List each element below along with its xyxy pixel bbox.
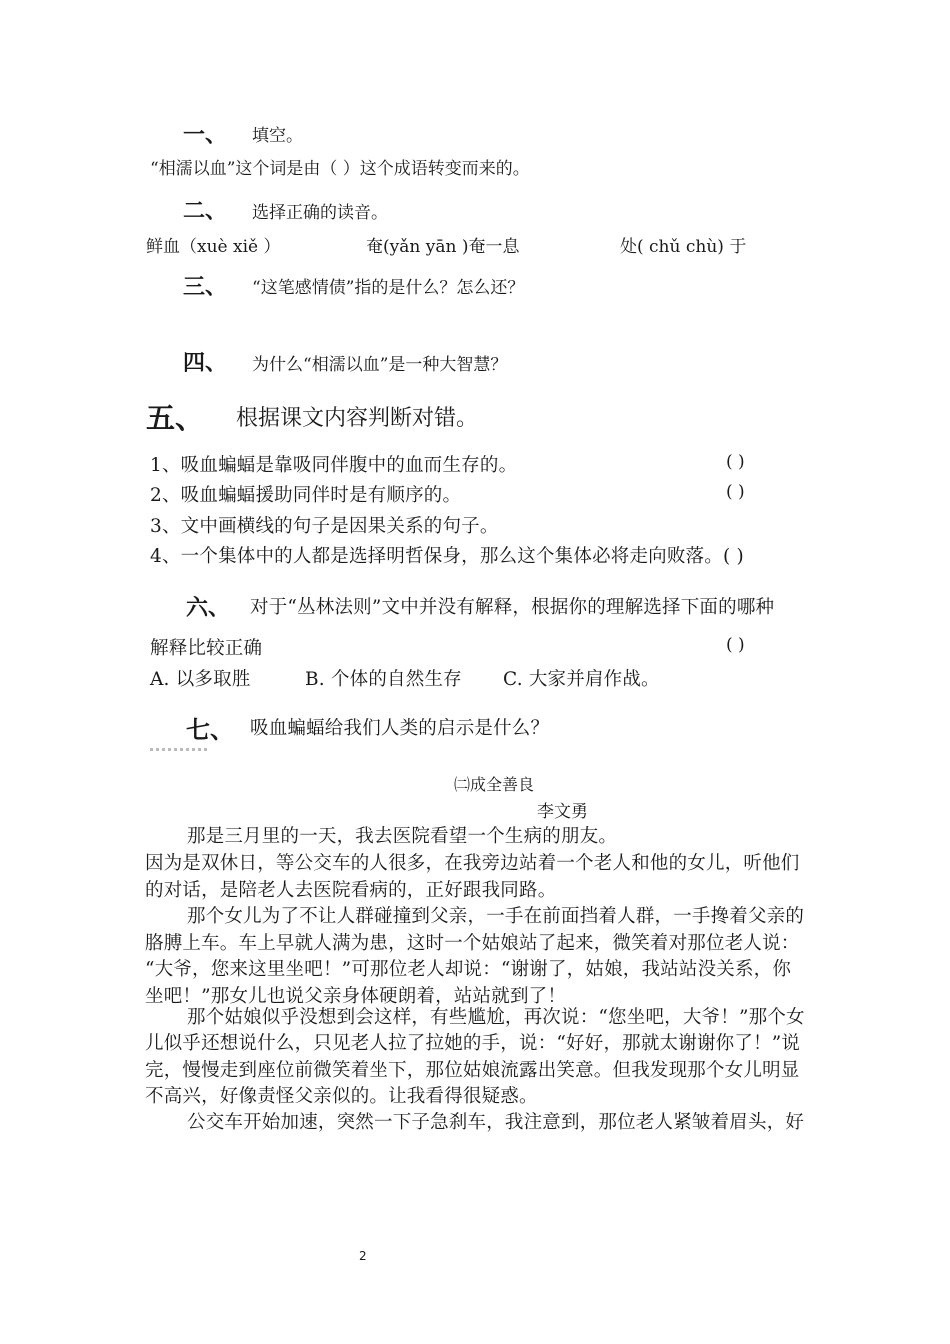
q1-fill-line: “相濡以血”这个词是由（ ）这个成语转变而来的。 xyxy=(150,159,530,179)
passage-line: 那是三月里的一天，我去医院看望一个生病的朋友。 xyxy=(187,826,618,847)
q2-title: 选择正确的读音。 xyxy=(252,203,388,223)
q5-answer-1[interactable]: ( ) xyxy=(726,452,745,472)
passage-line: 完，慢慢走到座位前微笑着坐下，那位姑娘流露出笑意。但我发现那个女儿明显 xyxy=(145,1060,800,1081)
q2-item-chuyu: 处( chǔ chù) 于 xyxy=(620,237,747,257)
passage-line: 儿似乎还想说什么，只见老人拉了拉她的手，说：“好好，那就太谢谢你了！”说 xyxy=(145,1033,801,1054)
q5-title: 根据课文内容判断对错。 xyxy=(236,406,479,431)
q6-title-cont: 解释比较正确 xyxy=(150,638,263,659)
scan-smudge xyxy=(150,748,210,751)
passage-line: 坐吧！”那女儿也说父亲身体硬朗着，站站就到了！ xyxy=(145,986,567,1007)
q6-option-a: A. 以多取胜 xyxy=(150,669,251,690)
q7-title: 吸血蝙蝠给我们人类的启示是什么？ xyxy=(250,718,550,739)
q3-title: “这笔感情债”指的是什么？怎么还？ xyxy=(252,278,525,298)
q7-number: 七、 xyxy=(186,716,234,744)
q1-title: 填空。 xyxy=(252,126,303,146)
q4-title: 为什么“相濡以血”是一种大智慧？ xyxy=(252,355,508,375)
passage-title: ㈡成全善良 xyxy=(454,775,535,794)
q5-answer-2[interactable]: ( ) xyxy=(726,482,745,502)
q1-number: 一、 xyxy=(183,123,228,148)
q5-item-2: 2、吸血蝙蝠援助同伴时是有顺序的。 xyxy=(150,485,462,506)
q2-item-yanyanyixi: 奄(yǎn yān )奄一息 xyxy=(366,237,520,257)
passage-line: 公交车开始加速，突然一下子急刹车，我注意到，那位老人紧皱着眉头，好 xyxy=(187,1112,805,1133)
q5-item-3: 3、文中画横线的句子是因果关系的句子。 xyxy=(150,516,499,537)
q6-title: 对于“丛林法则”文中并没有解释，根据你的理解选择下面的哪种 xyxy=(250,597,775,618)
passage-author: 李文勇 xyxy=(537,802,588,822)
q6-number: 六、 xyxy=(186,596,231,621)
q6-option-c: C. 大家并肩作战。 xyxy=(503,669,660,690)
passage-line: 不高兴，好像责怪父亲似的。让我看得很疑惑。 xyxy=(145,1086,538,1107)
q5-item-1: 1、吸血蝙蝠是靠吸同伴腹中的血而生存的。 xyxy=(150,455,518,476)
passage-line: “大爷，您来这里坐吧！”可那位老人却说：“谢谢了，姑娘，我站站没关系，你 xyxy=(145,959,792,980)
passage-line: 的对话，是陪老人去医院看病的，正好跟我同路。 xyxy=(145,880,557,901)
q2-number: 二、 xyxy=(183,199,228,224)
passage-line: 胳膊上车。车上早就人满为患，这时一个姑娘站了起来，微笑着对那位老人说： xyxy=(145,933,800,954)
q6-answer[interactable]: ( ) xyxy=(726,635,745,655)
passage-line: 因为是双休日，等公交车的人很多，在我旁边站着一个老人和他的女儿，听他们 xyxy=(145,853,800,874)
q5-item-4: 4、一个集体中的人都是选择明哲保身，那么这个集体必将走向败落。( ) xyxy=(150,546,744,567)
q3-number: 三、 xyxy=(183,275,228,300)
q6-option-b: B. 个体的自然生存 xyxy=(305,669,462,690)
passage-line: 那个姑娘似乎没想到会这样，有些尴尬，再次说：“您坐吧，大爷！”那个女 xyxy=(187,1007,805,1028)
page-number: 2 xyxy=(359,1249,367,1263)
passage-line: 那个女儿为了不让人群碰撞到父亲，一手在前面挡着人群，一手搀着父亲的 xyxy=(187,906,805,927)
q5-number: 五、 xyxy=(146,401,205,435)
q2-item-xianxue: 鲜血（xuè xiě ） xyxy=(146,237,281,257)
q4-number: 四、 xyxy=(183,351,228,376)
